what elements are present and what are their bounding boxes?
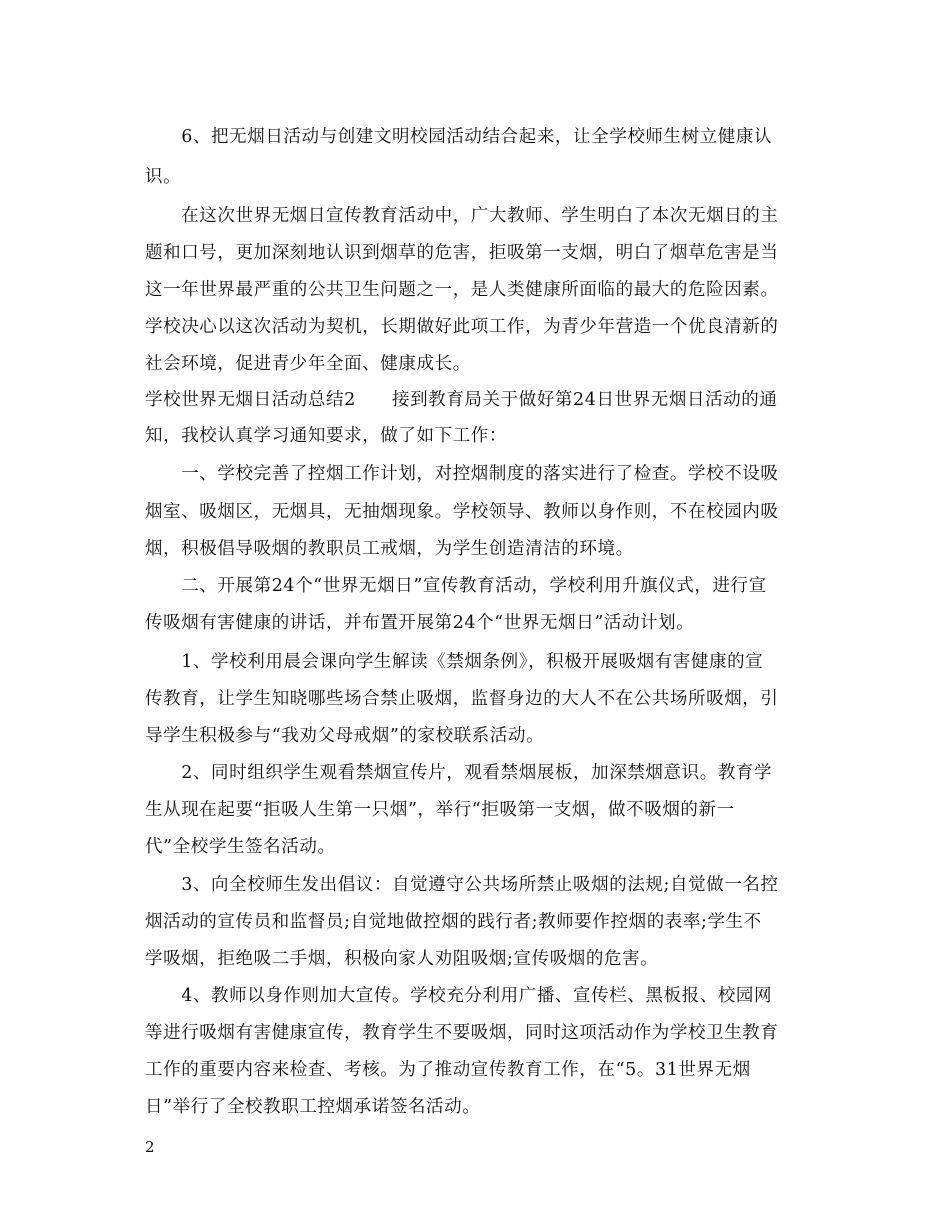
page-number: 2 <box>145 1138 155 1156</box>
text-line: 知，我校认真学习通知要求，做了如下工作： <box>145 426 507 446</box>
text-line: 6、把无烟日活动与创建文明校园活动结合起来，让全学校师生树立健康认 <box>145 127 773 147</box>
text-line: 2、同时组织学生观看禁烟宣传片，观看禁烟展板，加深禁烟意识。教育学 <box>145 763 773 783</box>
text-line: 在这次世界无烟日宣传教育活动中，广大教师、学生明白了本次无烟日的主 <box>145 206 779 226</box>
text-line: 工作的重要内容来检查、考核。为了推动宣传教育工作，在“5。31世界无烟 <box>145 1060 751 1080</box>
text-line: 学校世界无烟日活动总结2 接到教育局关于做好第24日世界无烟日活动的通 <box>145 390 778 410</box>
text-line: 题和口号，更加深刻地认识到烟草的危害，拒吸第一支烟，明白了烟草危害是当 <box>145 243 779 263</box>
text-line: 学校决心以这次活动为契机，长期做好此项工作，为青少年营造一个优良清新的 <box>145 317 779 337</box>
text-line: 一、学校完善了控烟工作计划，对控烟制度的落实进行了检查。学校不设吸 <box>145 464 779 484</box>
text-line: 代”全校学生签名活动。 <box>145 837 336 857</box>
text-line: 3、向全校师生发出倡议：自觉遵守公共场所禁止吸烟的法规;自觉做一名控 <box>145 875 779 895</box>
text-line: 导学生积极参与“我劝父母戒烟”的家校联系活动。 <box>145 726 545 746</box>
text-line: 烟活动的宣传员和监督员;自觉地做控烟的践行者;教师要作控烟的表率;学生不 <box>145 912 762 932</box>
text-line: 学吸烟，拒绝吸二手烟，积极向家人劝阻吸烟;宣传吸烟的危害。 <box>145 949 659 969</box>
text-line: 烟室、吸烟区，无烟具，无抽烟现象。学校领导、教师以身作则，不在校园内吸 <box>145 502 779 522</box>
text-line: 识。 <box>145 167 182 187</box>
text-line: 传教育，让学生知晓哪些场合禁止吸烟，监督身边的大人不在公共场所吸烟，引 <box>145 689 779 709</box>
text-line: 1、学校利用晨会课向学生解读《禁烟条例》，积极开展吸烟有害健康的宣 <box>145 652 764 672</box>
text-line: 4、教师以身作则加大宣传。学校充分利用广播、宣传栏、黑板报、校园网 <box>145 986 773 1006</box>
text-line: 烟，积极倡导吸烟的教职员工戒烟，为学生创造清洁的环境。 <box>145 539 634 559</box>
text-line: 社会环境，促进青少年全面、健康成长。 <box>145 354 471 374</box>
text-line: 生从现在起要“拒吸人生第一只烟”，举行“拒吸第一支烟，做不吸烟的新一 <box>145 800 735 820</box>
text-line: 二、开展第24个“世界无烟日”宣传教育活动，学校利用升旗仪式，进行宣 <box>145 576 767 596</box>
text-line: 等进行吸烟有害健康宣传，教育学生不要吸烟，同时这项活动作为学校卫生教育 <box>145 1023 779 1043</box>
text-line: 传吸烟有害健康的讲话，并布置开展第24个“世界无烟日”活动计划。 <box>145 613 695 633</box>
text-line: 日”举行了全校教职工控烟承诺签名活动。 <box>145 1097 481 1117</box>
text-line: 这一年世界最严重的公共卫生问题之一，是人类健康所面临的最大的危险因素。 <box>145 280 779 300</box>
